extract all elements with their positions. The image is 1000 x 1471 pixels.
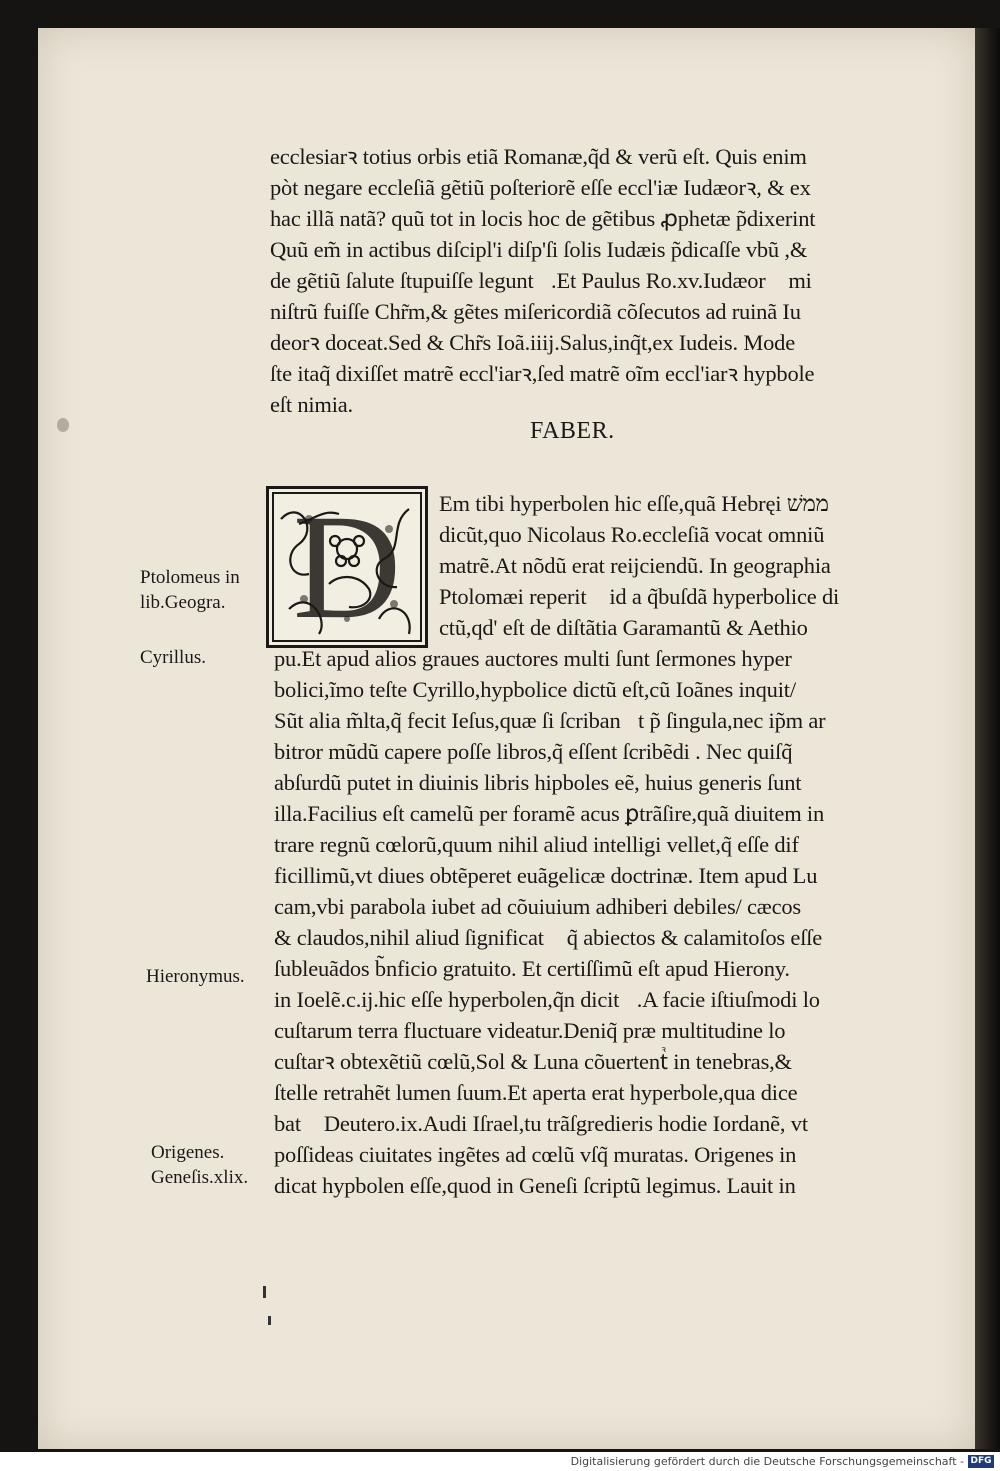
- margin-note-ptolomeus-1: Ptolomeus in: [140, 567, 240, 588]
- text-line: matrẽ.At nõdũ erat reijciendũ. In geographia: [439, 553, 831, 578]
- margin-note-ptolomeus-2: lib.Geogra.: [140, 592, 226, 613]
- text-line: poſſideas ciuitates ingẽtes ad cœlũ vſq̃ muratas. Origenes in: [274, 1142, 797, 1167]
- text-line: bitror mũdũ capere poſſe libros,q̃ eſſent ſcribẽdi . Nec quiſq̃: [274, 739, 793, 764]
- text-line: cuſtarum terra fluctuare videatur.Deniq̃ præ multitudine lo: [274, 1018, 786, 1043]
- initial-letter: D: [292, 489, 402, 645]
- text-line: pòt negare eccleſiã gẽtiũ poſteriorẽ eſſe eccl'iæ Iudæorꝛ, & ex: [270, 175, 811, 200]
- text-line: dicũt,quo Nicolaus Ro.eccleſiã vocat omniũ: [439, 522, 825, 547]
- dfg-logo: DFG: [968, 1455, 994, 1468]
- margin-note-origenes-2: Geneſis.xlix.: [151, 1167, 249, 1188]
- book-gutter: [975, 28, 1000, 1449]
- text-line: hac illã natã? quũ tot in locis hoc de gẽtibus ꝓphetæ p̃dixerint: [270, 206, 816, 231]
- text-line: cam,vbi parabola iubet ad cõuiuium adhiberi debiles/ cæcos: [274, 894, 801, 919]
- margin-note-origenes-1: Origenes.: [151, 1142, 225, 1163]
- section-heading: FABER.: [530, 418, 615, 444]
- text-line: pu.Et apud alios graues auctores multi ſunt ſermones hyper: [274, 646, 792, 671]
- text-line: batᷣ Deutero.ix.Audi Iſrael,tu trãſgredieris hodie Iordanẽ, vt: [274, 1111, 808, 1136]
- text-line: ſte itaq̃ dixiſſet matrẽ eccl'iarꝛ,ſed matrẽ oĩm eccl'iarꝛ hypbole: [270, 361, 815, 386]
- footer-credit: Digitalisierung gefördert durch die Deutsche Forschungsgemeinschaft -: [570, 1455, 964, 1468]
- text-line: bolici,ĩmo teſte Cyrillo,hypbolice dictũ eſt,cũ Ioãnes inquit/: [274, 677, 796, 702]
- text-line: Em tibi hyperbolen hic eſſe,quã Hebręi ממשׁ: [439, 491, 829, 516]
- text-line: Sũt alia m̃lta,q̃ fecit Ieſus,quæ ſi ſcribanᷣt p̃ ſingula,nec ip̃m ar: [274, 708, 826, 733]
- text-line: & claudos,nihil aliud ſignificatᷣ q̃ abiectos & calamitoſos eſſe: [274, 925, 823, 950]
- text-line: dicat hypbolen eſſe,quod in Geneſi ſcriptũ legimus. Lauit in: [274, 1173, 796, 1198]
- text-line: ficillimũ,vt diues obtẽperet euãgelicæ doctrinæ. Item apud Lu: [274, 863, 818, 888]
- text-line: in Ioelẽ.c.ij.hic eſſe hyperbolen,q̃n dicitᷣ.A facie iſtiuſmodi lo: [274, 987, 820, 1012]
- floral-ornament-icon: [269, 489, 425, 645]
- text-line: de gẽtiũ ſalute ſtupuiſſe leguntᷣ.Et Paulus Ro.xv.Iudæorꝛ mi: [270, 268, 812, 293]
- page-stain: [57, 418, 69, 432]
- margin-note-hieronymus: Hieronymus.: [146, 966, 245, 987]
- text-line: illa.Facilius eſt camelũ per foramẽ acus ꝑtrãſire,quã diuitem in: [274, 801, 825, 826]
- ink-mark: [263, 1286, 266, 1298]
- text-line: ſtelle retrahẽt lumen ſuum.Et aperta erat hyperbole,qua dice: [274, 1080, 798, 1105]
- text-line: niſtrũ fuiſſe Chr̃m,& gẽtes miſericordiã cõſecutos ad ruinã Iu: [270, 299, 801, 324]
- digitization-footer: [0, 1452, 1000, 1471]
- text-line: Ptolomæi reperitᷣ id a q̃buſdã hyperbolice di: [439, 584, 840, 609]
- text-line: abſurdũ putet in diuinis libris hipboles eẽ, huius generis ſunt: [274, 770, 802, 795]
- text-line: trare regnũ cœlorũ,quum nihil aliud intelligi vellet,q̃ eſſe dif: [274, 832, 799, 857]
- text-line: ecclesiarꝛ totius orbis etiã Romanæ,q̃d & verũ eſt. Quis enim: [270, 144, 807, 169]
- ink-mark: [268, 1316, 271, 1325]
- text-line: deorꝛ doceat.Sed & Chr̃s Ioã.iiij.Salus,inq̃t,ex Iudeis. Mode: [270, 330, 796, 355]
- margin-note-cyrillus: Cyrillus.: [140, 647, 206, 668]
- text-line: Quũ em̃ in actibus diſcipl'i diſp'ſi ſolis Iudæis p̃dicaſſe vbũ ,&: [270, 237, 808, 262]
- text-line: ctũ,qd' eſt de diſtãtia Garamantũ & Aethio: [439, 615, 808, 640]
- decorated-initial: [266, 486, 428, 648]
- text-line: cuſtarꝛ obtexẽtiũ cœlũ,Sol & Luna cõuertentᷣ in tenebras,&: [274, 1049, 792, 1074]
- text-line: ſubleuãdos b̃nficio gratuito. Et certiſſimũ eſt apud Hierony.: [274, 956, 790, 981]
- text-line: eſt nimia.: [270, 392, 353, 417]
